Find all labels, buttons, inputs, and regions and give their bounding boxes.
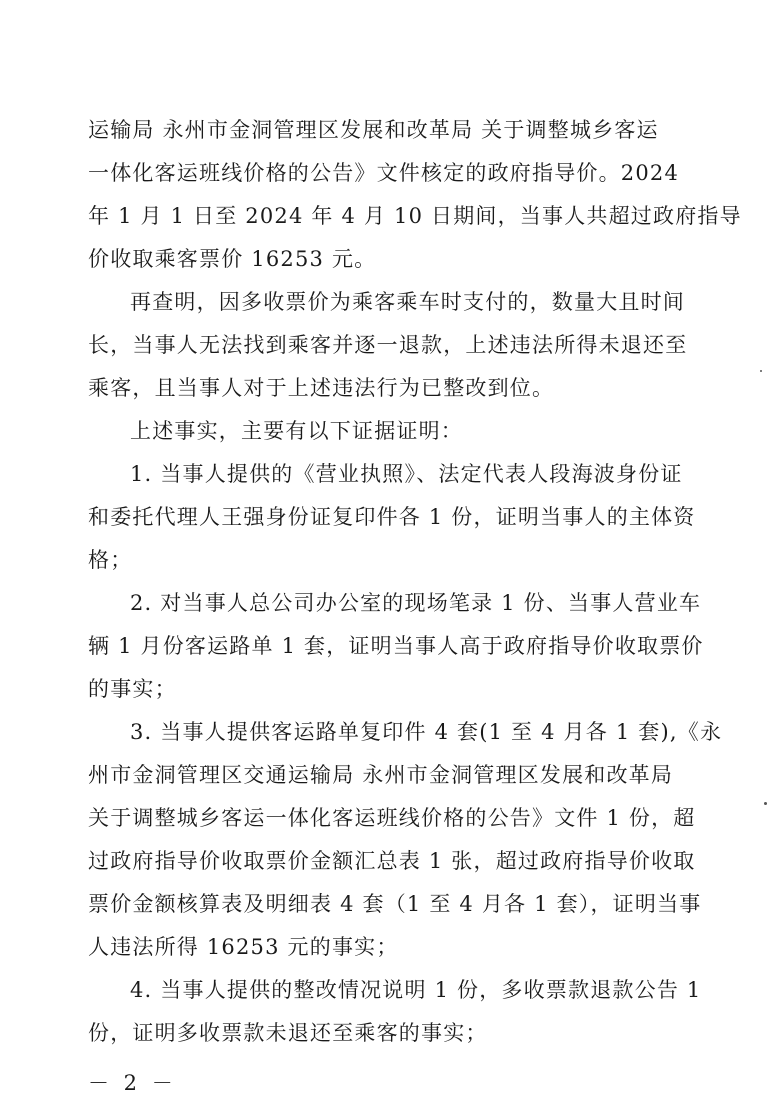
evidence-item-1: 1. 当事人提供的《营业执照》、法定代表人段海波身份证 xyxy=(130,462,683,486)
scan-speck xyxy=(760,370,762,372)
paragraph-first-line: 再查明，因多收票价为乘客乘车时支付的，数量大且时间 xyxy=(130,290,685,314)
evidence-item-4: 4. 当事人提供的整改情况说明 1 份，多收票款退款公告 1 xyxy=(130,978,702,1002)
text-line: 辆 1 月份客运路单 1 套，证明当事人高于政府指导价收取票价 xyxy=(88,634,704,658)
page-number: － 2 － xyxy=(88,1071,177,1095)
text-line: 一体化客运班线价格的公告》文件核定的政府指导价。2024 xyxy=(88,161,680,185)
text-line: 票价金额核算表及明细表 4 套（1 至 4 月各 1 套），证明当事 xyxy=(88,892,702,916)
text-line: 运输局 永州市金洞管理区发展和改革局 关于调整城乡客运 xyxy=(88,118,659,142)
paragraph-first-line: 上述事实，主要有以下证据证明： xyxy=(130,419,463,443)
scan-speck xyxy=(764,802,767,805)
text-line: 格； xyxy=(88,548,133,572)
text-line: 的事实； xyxy=(88,677,177,701)
text-line: 乘客，且当事人对于上述违法行为已整改到位。 xyxy=(88,376,555,400)
text-line: 年 1 月 1 日至 2024 年 4 月 10 日期间，当事人共超过政府指导 xyxy=(88,204,742,228)
text-line: 份，证明多收票款未退还至乘客的事实； xyxy=(88,1021,488,1045)
text-line: 州市金洞管理区交通运输局 永州市金洞管理区发展和改革局 xyxy=(88,763,674,787)
text-line: 人违法所得 16253 元的事实； xyxy=(88,935,399,959)
text-line: 和委托代理人王强身份证复印件各 1 份，证明当事人的主体资 xyxy=(88,505,696,529)
text-line: 关于调整城乡客运一体化客运班线价格的公告》文件 1 份，超 xyxy=(88,806,696,830)
evidence-item-2: 2. 对当事人总公司办公室的现场笔录 1 份、当事人营业车 xyxy=(130,591,702,615)
evidence-item-3: 3. 当事人提供客运路单复印件 4 套(1 至 4 月各 1 套),《永 xyxy=(130,720,723,744)
text-line: 过政府指导价收取票价金额汇总表 1 张，超过政府指导价收取 xyxy=(88,849,696,873)
text-line: 价收取乘客票价 16253 元。 xyxy=(88,247,377,271)
text-line: 长，当事人无法找到乘客并逐一退款，上述违法所得未退还至 xyxy=(88,333,688,357)
